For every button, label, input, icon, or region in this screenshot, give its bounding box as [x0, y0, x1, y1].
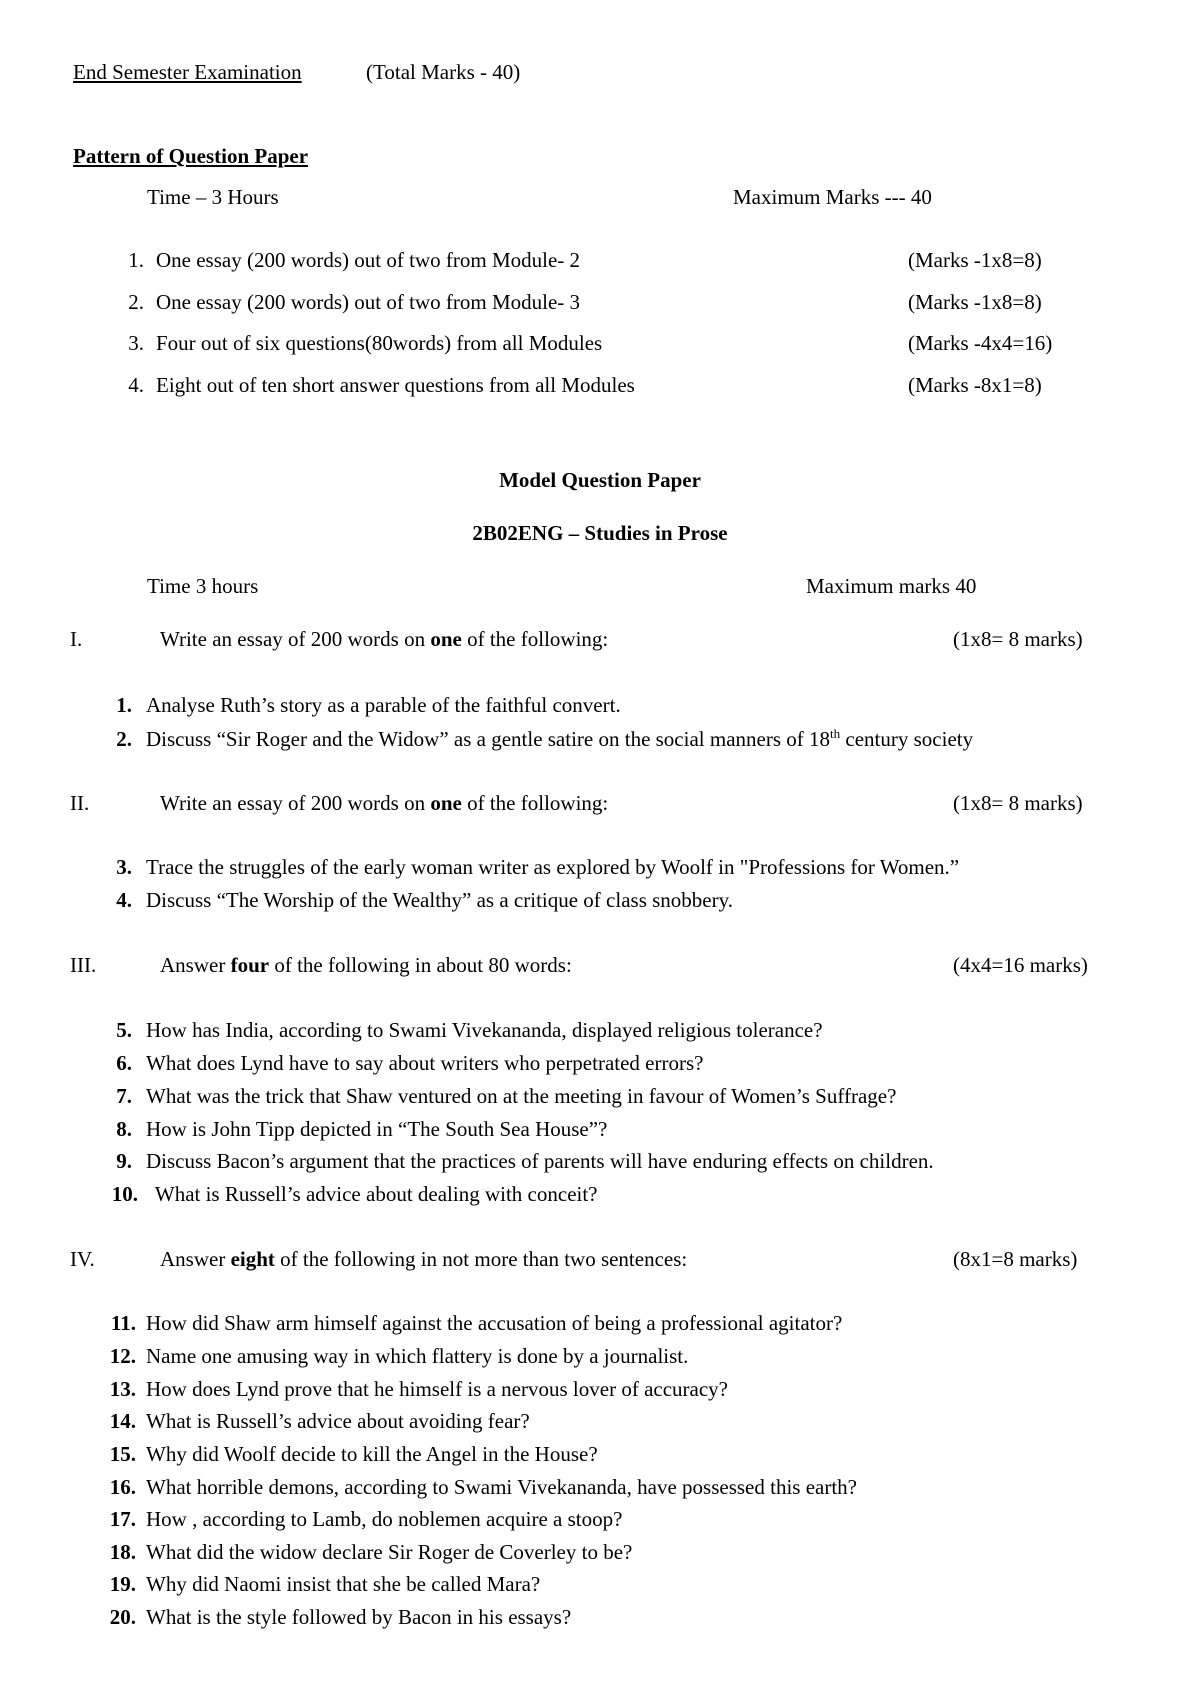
pattern-item: [118, 333, 602, 354]
pattern-item-number: 4.: [128, 373, 144, 397]
section-roman: III.: [70, 953, 97, 977]
pattern-item: [118, 250, 580, 271]
question-text: How did Shaw arm himself against the accusation of being a professional agitator?: [146, 1311, 843, 1335]
question-number: 14.: [109, 1409, 136, 1433]
question-text: Discuss Bacon’s argument that the practices of parents will have enduring effects on children.: [146, 1149, 934, 1173]
section-roman: IV.: [70, 1247, 95, 1271]
instruction-text: Write an essay of 200 words on: [160, 791, 431, 815]
question-item: [100, 1086, 896, 1107]
instruction-text: of the following:: [461, 791, 609, 815]
question-item: [100, 695, 621, 716]
pattern-item-marks: (Marks -4x4=16): [908, 331, 1053, 355]
question-number: 17.: [109, 1507, 136, 1531]
exam-title: End Semester Examination: [73, 60, 302, 84]
question-text: Discuss “Sir Roger and the Widow” as a gentle satire on the social manners of 18: [146, 727, 831, 751]
question-number: 4.: [116, 888, 132, 912]
question-text: Discuss “The Worship of the Wealthy” as a critique of class snobbery.: [146, 888, 733, 912]
pattern-item-marks: (Marks -1x8=8): [908, 248, 1042, 272]
question-text: Why did Woolf decide to kill the Angel in the House?: [146, 1442, 598, 1466]
question-number: 11.: [110, 1311, 136, 1335]
section-instruction: [160, 793, 608, 814]
question-text: What horrible demons, according to Swami Vivekananda, have possessed this earth?: [146, 1475, 857, 1499]
pattern-item: [118, 292, 580, 313]
question-item: [100, 1411, 530, 1432]
instruction-text: of the following in not more than two sentences:: [274, 1247, 688, 1271]
question-item: [100, 1346, 688, 1367]
pattern-item-text: Four out of six questions(80words) from all Modules: [156, 331, 603, 355]
instruction-emphasis: four: [230, 953, 270, 977]
superscript: th: [830, 726, 841, 741]
instruction-emphasis: one: [430, 791, 462, 815]
pattern-item-marks: (Marks -1x8=8): [908, 290, 1042, 314]
pattern-heading: Pattern of Question Paper: [73, 144, 309, 168]
question-item: [100, 857, 959, 878]
total-marks: (Total Marks - 40): [366, 60, 521, 84]
instruction-emphasis: one: [430, 627, 462, 651]
question-text: Why did Naomi insist that she be called Mara?: [146, 1572, 541, 1596]
question-number: 19.: [109, 1572, 136, 1596]
question-item: [100, 1607, 571, 1628]
question-number: 8.: [116, 1117, 132, 1141]
model-paper-title: Model Question Paper: [499, 468, 701, 492]
question-item: [100, 1020, 823, 1041]
question-item: [100, 1119, 607, 1140]
question-item: [100, 1509, 622, 1530]
section-roman: II.: [70, 791, 90, 815]
section-marks: (8x1=8 marks): [953, 1247, 1078, 1271]
pattern-item: [118, 375, 635, 396]
question-text: Name one amusing way in which flattery is done by a journalist.: [146, 1344, 689, 1368]
instruction-text: Answer: [160, 1247, 231, 1271]
question-item: [100, 1151, 934, 1172]
question-item: [100, 1542, 632, 1563]
pattern-item-text: One essay (200 words) out of two from Module- 2: [156, 248, 581, 272]
question-item: [100, 1574, 540, 1595]
question-text: century society: [840, 727, 974, 751]
question-number: 18.: [109, 1540, 136, 1564]
question-text: What is Russell’s advice about dealing with conceit?: [150, 1182, 598, 1206]
pattern-item-number: 1.: [128, 248, 144, 272]
question-number: 3.: [116, 855, 132, 879]
question-text: What did the widow declare Sir Roger de Coverley to be?: [146, 1540, 633, 1564]
question-number: 13.: [109, 1377, 136, 1401]
question-number: 1.: [116, 693, 132, 717]
section-marks: (1x8= 8 marks): [953, 791, 1083, 815]
instruction-text: Write an essay of 200 words on: [160, 627, 431, 651]
question-number: 5.: [116, 1018, 132, 1042]
question-text: What was the trick that Shaw ventured on at the meeting in favour of Women’s Suffrage?: [146, 1084, 897, 1108]
question-text: Analyse Ruth’s story as a parable of the faithful convert.: [146, 693, 621, 717]
question-text: What is the style followed by Bacon in his essays?: [146, 1605, 572, 1629]
question-number: 9.: [116, 1149, 132, 1173]
question-item: [100, 890, 733, 911]
question-text: What is Russell’s advice about avoiding fear?: [146, 1409, 530, 1433]
question-item: [100, 1444, 598, 1465]
question-text: What does Lynd have to say about writers who perpetrated errors?: [146, 1051, 704, 1075]
instruction-text: Answer: [160, 953, 231, 977]
question-number: 7.: [116, 1084, 132, 1108]
question-text: How , according to Lamb, do noblemen acquire a stoop?: [146, 1507, 623, 1531]
question-number: 15.: [109, 1442, 136, 1466]
pattern-item-marks: (Marks -8x1=8): [908, 373, 1042, 397]
section-marks: (1x8= 8 marks): [953, 627, 1083, 651]
question-number: 2.: [116, 727, 132, 751]
instruction-text: of the following:: [461, 627, 609, 651]
question-text: How is John Tipp depicted in “The South Sea House”?: [146, 1117, 608, 1141]
question-number: 20.: [109, 1605, 136, 1629]
pattern-item-number: 2.: [128, 290, 144, 314]
question-number: 16.: [109, 1475, 136, 1499]
model-time: Time 3 hours: [147, 574, 259, 598]
section-instruction: [160, 955, 572, 976]
question-text: Trace the struggles of the early woman writer as explored by Woolf in "Professions for Women.”: [146, 855, 960, 879]
question-text: How does Lynd prove that he himself is a nervous lover of accuracy?: [146, 1377, 728, 1401]
section-instruction: [160, 1249, 687, 1270]
section-marks: (4x4=16 marks): [953, 953, 1088, 977]
question-number: 10.: [111, 1182, 138, 1206]
section-roman: I.: [70, 627, 83, 651]
section-instruction: [160, 629, 608, 650]
instruction-text: of the following in about 80 words:: [269, 953, 572, 977]
question-number: 12.: [109, 1344, 136, 1368]
question-item: [100, 1184, 598, 1205]
pattern-item-number: 3.: [128, 331, 144, 355]
pattern-item-text: One essay (200 words) out of two from Module- 3: [156, 290, 581, 314]
question-item: [100, 727, 973, 750]
question-item: [100, 1053, 703, 1074]
instruction-emphasis: eight: [230, 1247, 275, 1271]
question-item: [100, 1379, 728, 1400]
question-item: [100, 1477, 857, 1498]
pattern-time: Time – 3 Hours: [147, 185, 279, 209]
model-max-marks: Maximum marks 40: [806, 574, 977, 598]
question-number: 6.: [116, 1051, 132, 1075]
pattern-max-marks: Maximum Marks --- 40: [733, 185, 932, 209]
question-text: How has India, according to Swami Vivekananda, displayed religious tolerance?: [146, 1018, 823, 1042]
question-item: [100, 1313, 842, 1334]
pattern-item-text: Eight out of ten short answer questions from all Modules: [156, 373, 635, 397]
course-title: 2B02ENG – Studies in Prose: [472, 521, 728, 545]
